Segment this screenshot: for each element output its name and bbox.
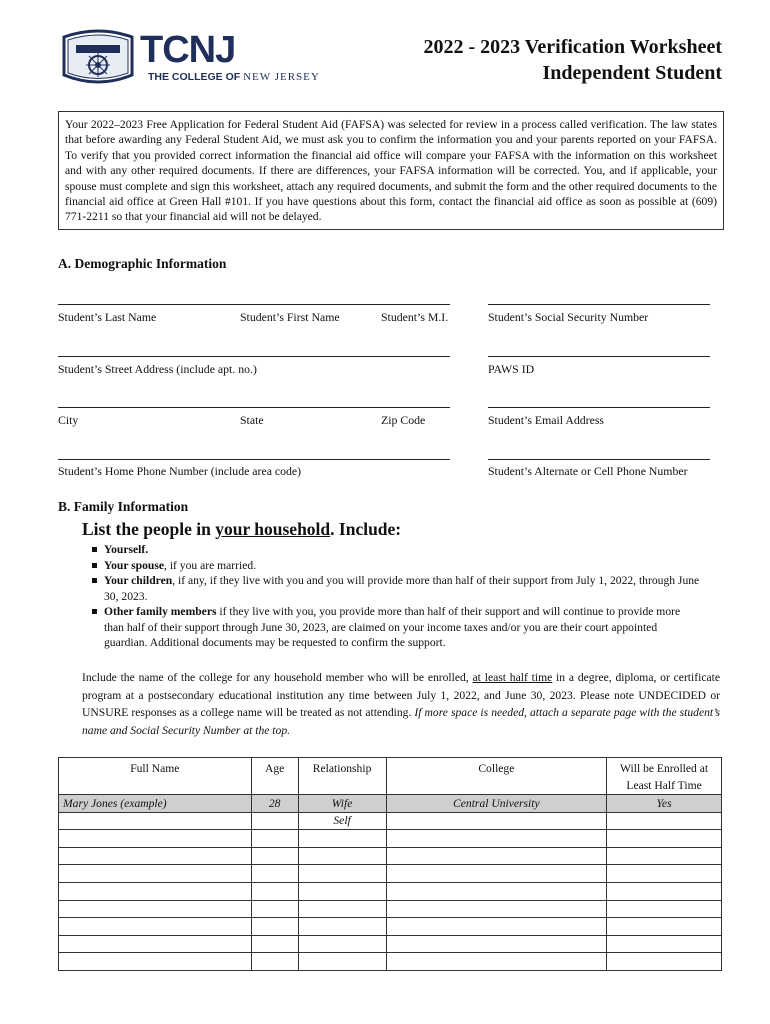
- college-note-underlined: at least half time: [472, 671, 553, 684]
- list-heading-pre: List the people in: [82, 519, 216, 539]
- list-item: [90, 573, 700, 604]
- college-note-mid: in a degree, diploma, or certificate program at a postsecondary educational institution any time between July 1, 2022, and June 30, 2023. Please note UNDECIDED or UNSURE responses as a college name will be treated as not attending.: [82, 671, 720, 720]
- list-item: [90, 558, 700, 574]
- table-row: [59, 882, 722, 900]
- page-title: 2022 - 2023 Verification Worksheet: [423, 36, 722, 58]
- table-cell[interactable]: [59, 953, 252, 971]
- bullet-bold: Your children: [104, 574, 173, 587]
- list-heading-post: . Include:: [330, 519, 402, 539]
- table-cell[interactable]: [251, 812, 298, 830]
- table-row: [59, 830, 722, 848]
- bullet-icon: [92, 547, 97, 552]
- table-cell[interactable]: [251, 882, 298, 900]
- table-cell[interactable]: [59, 865, 252, 883]
- home-phone-line[interactable]: [58, 459, 450, 460]
- example-row: [59, 795, 722, 813]
- logo-wordmark: TCNJ: [140, 29, 236, 71]
- bullet-text: , if you are married.: [164, 558, 257, 572]
- table-row: [59, 812, 722, 830]
- table-header-row: [59, 758, 722, 795]
- table-row: [59, 865, 722, 883]
- table-cell[interactable]: [251, 900, 298, 918]
- table-cell[interactable]: [386, 847, 607, 865]
- table-cell[interactable]: [59, 882, 252, 900]
- table-row: [59, 918, 722, 936]
- mi-label: Student’s M.I.: [381, 310, 449, 324]
- table-cell[interactable]: [298, 830, 386, 848]
- table-cell[interactable]: [386, 830, 607, 848]
- bullet-icon: [92, 609, 97, 614]
- household-table: [58, 757, 722, 971]
- table-cell[interactable]: [386, 918, 607, 936]
- example-name: Mary Jones (example): [59, 795, 252, 813]
- list-item: [90, 604, 700, 651]
- table-cell[interactable]: [386, 812, 607, 830]
- table-cell[interactable]: [386, 882, 607, 900]
- table-cell[interactable]: [298, 953, 386, 971]
- zip-label: Zip Code: [381, 413, 426, 427]
- example-college: Central University: [386, 795, 607, 813]
- include-list: [90, 542, 700, 651]
- list-item: [90, 542, 700, 558]
- city-state-zip-line[interactable]: [58, 407, 450, 408]
- list-heading-underlined: your household: [215, 519, 331, 539]
- state-label: State: [240, 413, 264, 427]
- alt-phone-line[interactable]: [488, 459, 710, 460]
- logo-subtext-right: NEW JERSEY: [243, 71, 320, 83]
- table-cell[interactable]: [607, 830, 722, 848]
- table-cell[interactable]: [298, 900, 386, 918]
- table-cell[interactable]: [59, 830, 252, 848]
- college-note-pre: Include the name of the college for any household member who will be enrolled,: [82, 671, 473, 684]
- example-relationship: Wife: [298, 795, 386, 813]
- table-cell[interactable]: [386, 953, 607, 971]
- table-cell[interactable]: [251, 935, 298, 953]
- section-b-heading: B. Family Information: [58, 499, 189, 514]
- alt-phone-label: Student’s Alternate or Cell Phone Number: [488, 464, 688, 478]
- street-address-line[interactable]: [58, 356, 450, 357]
- table-cell[interactable]: [607, 935, 722, 953]
- table-cell[interactable]: [298, 935, 386, 953]
- table-row: [59, 847, 722, 865]
- table-cell[interactable]: [607, 918, 722, 936]
- first-name-label: Student’s First Name: [240, 310, 340, 324]
- col-header-college: College: [386, 758, 607, 795]
- col-header-age: Age: [251, 758, 298, 795]
- bullet-icon: [92, 563, 97, 568]
- table-cell[interactable]: [59, 847, 252, 865]
- college-note-italic: If more space is needed, attach a separate page with the student’s name and Social Security Number at the top.: [82, 706, 720, 738]
- tcnj-logo: [58, 27, 348, 91]
- table-cell[interactable]: [298, 918, 386, 936]
- college-note: [82, 669, 720, 740]
- ssn-label: Student’s Social Security Number: [488, 310, 649, 324]
- example-age: 28: [251, 795, 298, 813]
- table-cell[interactable]: [251, 953, 298, 971]
- table-cell[interactable]: [251, 830, 298, 848]
- table-cell[interactable]: [251, 918, 298, 936]
- table-cell[interactable]: [386, 935, 607, 953]
- table-cell[interactable]: [386, 900, 607, 918]
- home-phone-label: Student’s Home Phone Number (include area code): [58, 464, 302, 478]
- page-subtitle: Independent Student: [542, 62, 722, 84]
- intro-box: [58, 111, 724, 230]
- household-list-heading: [82, 519, 401, 540]
- table-row: [59, 900, 722, 918]
- example-half-time: Yes: [607, 795, 722, 813]
- table-cell[interactable]: [607, 900, 722, 918]
- bullet-text: if they live with you, you provide more than half of their support and will continue to provide more than half of their support through June 30, 2023, are claimed on your income taxes and/or you are their court appointed guardian. Additional documents may be requested to confirm the support.: [104, 605, 681, 649]
- table-cell[interactable]: [298, 882, 386, 900]
- table-cell[interactable]: [607, 812, 722, 830]
- col-header-half-time: Will be Enrolled at Least Half Time: [607, 758, 722, 795]
- logo-subtext-left: THE COLLEGE OF: [148, 71, 241, 83]
- paws-id-label: PAWS ID: [488, 362, 535, 376]
- table-cell[interactable]: [607, 953, 722, 971]
- bullet-icon: [92, 578, 97, 583]
- table-cell[interactable]: [607, 882, 722, 900]
- table-row: [59, 953, 722, 971]
- table-cell[interactable]: [386, 865, 607, 883]
- email-line[interactable]: [488, 407, 710, 408]
- paws-id-line[interactable]: [488, 356, 710, 357]
- table-cell[interactable]: [251, 847, 298, 865]
- intro-text: Your 2022–2023 Free Application for Federal Student Aid (FAFSA) was selected for review in a process called verification. The law states that before awarding any Federal Student Aid, we must ask you to confirm the information you and your parents reported on your FAFSA. To verify that you provided correct information the financial aid office will compare your FAFSA with the information on this worksheet and with any other required documents. If there are differences, your FAFSA information will be corrected. You, and if applicable, your spouse must complete and sign this worksheet, attach any required documents, and submit the form and the other required documents to the financial aid office at Green Hall #101. If you have questions about this form, contact the financial aid office as soon as possible at (609) 771-2211 so that your financial aid will not be delayed.: [65, 118, 717, 224]
- email-label: Student’s Email Address: [488, 413, 604, 427]
- bullet-text: , if any, if they live with you and you will provide more than half of their support from July 1, 2022, through June 30, 2023.: [104, 574, 700, 603]
- table-cell[interactable]: [251, 865, 298, 883]
- col-header-full-name: Full Name: [59, 758, 252, 795]
- table-cell[interactable]: [59, 935, 252, 953]
- table-row: [59, 935, 722, 953]
- col-header-relationship: Relationship: [298, 758, 386, 795]
- bullet-bold: Other family members: [104, 605, 217, 618]
- table-cell[interactable]: [59, 812, 252, 830]
- table-cell[interactable]: [298, 847, 386, 865]
- self-relationship-cell: Self: [298, 812, 386, 830]
- bullet-bold: Your spouse: [104, 558, 165, 572]
- table-cell[interactable]: [607, 865, 722, 883]
- bullet-bold: Yourself.: [104, 543, 149, 556]
- name-line[interactable]: [58, 304, 450, 305]
- table-cell[interactable]: [59, 900, 252, 918]
- last-name-label: Student’s Last Name: [58, 310, 157, 324]
- city-label: City: [58, 413, 79, 427]
- ssn-line[interactable]: [488, 304, 710, 305]
- table-cell[interactable]: [59, 918, 252, 936]
- street-address-label: Student’s Street Address (include apt. no.): [58, 362, 257, 376]
- section-a-heading: A. Demographic Information: [58, 256, 227, 271]
- table-cell[interactable]: [298, 865, 386, 883]
- table-cell[interactable]: [607, 847, 722, 865]
